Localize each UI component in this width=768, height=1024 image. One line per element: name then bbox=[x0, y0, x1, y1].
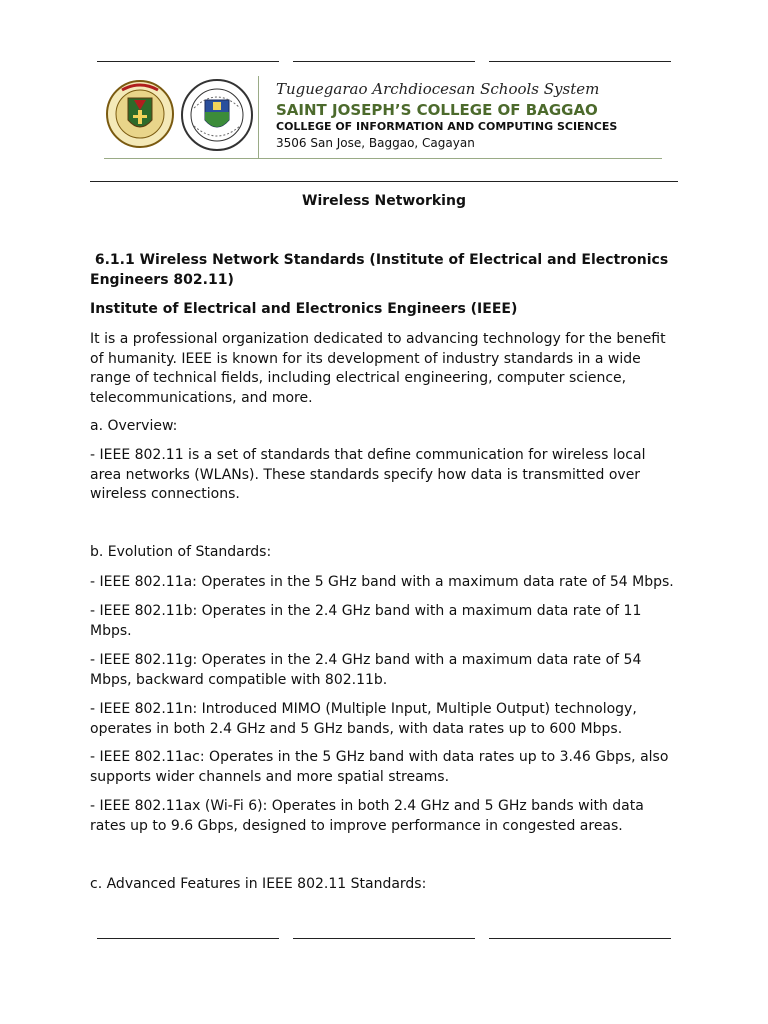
section-heading-text: 6.1.1 Wireless Network Standards (Institute of Electrical and Electronics Engineers 802.11) bbox=[90, 252, 674, 288]
school-system-name: Tuguegarao Archdiocesan Schools System bbox=[276, 80, 600, 98]
intro-paragraph-text: It is a professional organization dedicated to advancing technology for the benefit of humanity. IEEE is known for its development of industry standards in a wide range of technical fields, including electrical engineering, computer science, telecommunications, and more. bbox=[90, 331, 666, 406]
standard-item-a bbox=[90, 573, 680, 593]
ieee-subheading-text: Institute of Electrical and Electronics Engineers (IEEE) bbox=[90, 301, 518, 317]
standard-item-g bbox=[90, 651, 680, 690]
college-name: SAINT JOSEPH’S COLLEGE OF BAGGAO bbox=[276, 101, 598, 119]
letterhead-vertical-divider bbox=[258, 76, 259, 158]
overview-label-text: a. Overview: bbox=[90, 418, 178, 434]
header-separator-rule bbox=[90, 181, 678, 182]
standard-item-text: - IEEE 802.11ax (Wi-Fi 6): Operates in both 2.4 GHz and 5 GHz bands with data rates up to 9.6 Gbps, designed to improve performance in congested areas. bbox=[90, 798, 644, 834]
evolution-label bbox=[90, 543, 680, 563]
bottom-rule-left bbox=[97, 938, 279, 939]
top-rule-left bbox=[97, 61, 279, 62]
top-rule-right bbox=[489, 61, 671, 62]
ieee-subheading bbox=[90, 300, 680, 320]
standard-item-text: - IEEE 802.11g: Operates in the 2.4 GHz band with a maximum data rate of 54 Mbps, backward compatible with 802.11b. bbox=[90, 652, 642, 688]
college-seal-logo bbox=[180, 78, 254, 152]
standard-item-text: - IEEE 802.11a: Operates in the 5 GHz band with a maximum data rate of 54 Mbps. bbox=[90, 574, 674, 590]
bottom-rule-middle bbox=[293, 938, 475, 939]
evolution-label-text: b. Evolution of Standards: bbox=[90, 544, 272, 560]
department-name: COLLEGE OF INFORMATION AND COMPUTING SCIENCES bbox=[276, 120, 618, 133]
standard-item-text: - IEEE 802.11ac: Operates in the 5 GHz band with data rates up to 3.46 Gbps, also supports wider channels and more spatial streams. bbox=[90, 749, 669, 785]
standard-item-n bbox=[90, 700, 680, 739]
top-rule-middle bbox=[293, 61, 475, 62]
document-title: Wireless Networking bbox=[302, 193, 466, 209]
bottom-rule-right bbox=[489, 938, 671, 939]
standard-item-ax bbox=[90, 797, 680, 836]
overview-paragraph-text: - IEEE 802.11 is a set of standards that define communication for wireless local area networks (WLANs). These standards specify how data is transmitted over wireless connections. bbox=[90, 447, 646, 502]
standard-item-b bbox=[90, 602, 680, 641]
letterhead bbox=[100, 72, 665, 160]
standard-item-text: - IEEE 802.11n: Introduced MIMO (Multiple Input, Multiple Output) technology, operates in both 2.4 GHz and 5 GHz bands, with data rates up to 600 Mbps. bbox=[90, 701, 637, 737]
overview-paragraph bbox=[90, 446, 680, 505]
standard-item-text: - IEEE 802.11b: Operates in the 2.4 GHz band with a maximum data rate of 11 Mbps. bbox=[90, 603, 642, 639]
advanced-features-label bbox=[90, 875, 680, 895]
standard-item-ac bbox=[90, 748, 680, 787]
archdiocesan-logo bbox=[106, 76, 174, 152]
intro-paragraph bbox=[90, 330, 680, 408]
advanced-features-label-text: c. Advanced Features in IEEE 802.11 Standards: bbox=[90, 876, 427, 892]
college-address: 3506 San Jose, Baggao, Cagayan bbox=[276, 136, 475, 150]
letterhead-bottom-divider bbox=[104, 158, 662, 159]
overview-label bbox=[90, 417, 680, 437]
section-heading bbox=[90, 251, 680, 290]
